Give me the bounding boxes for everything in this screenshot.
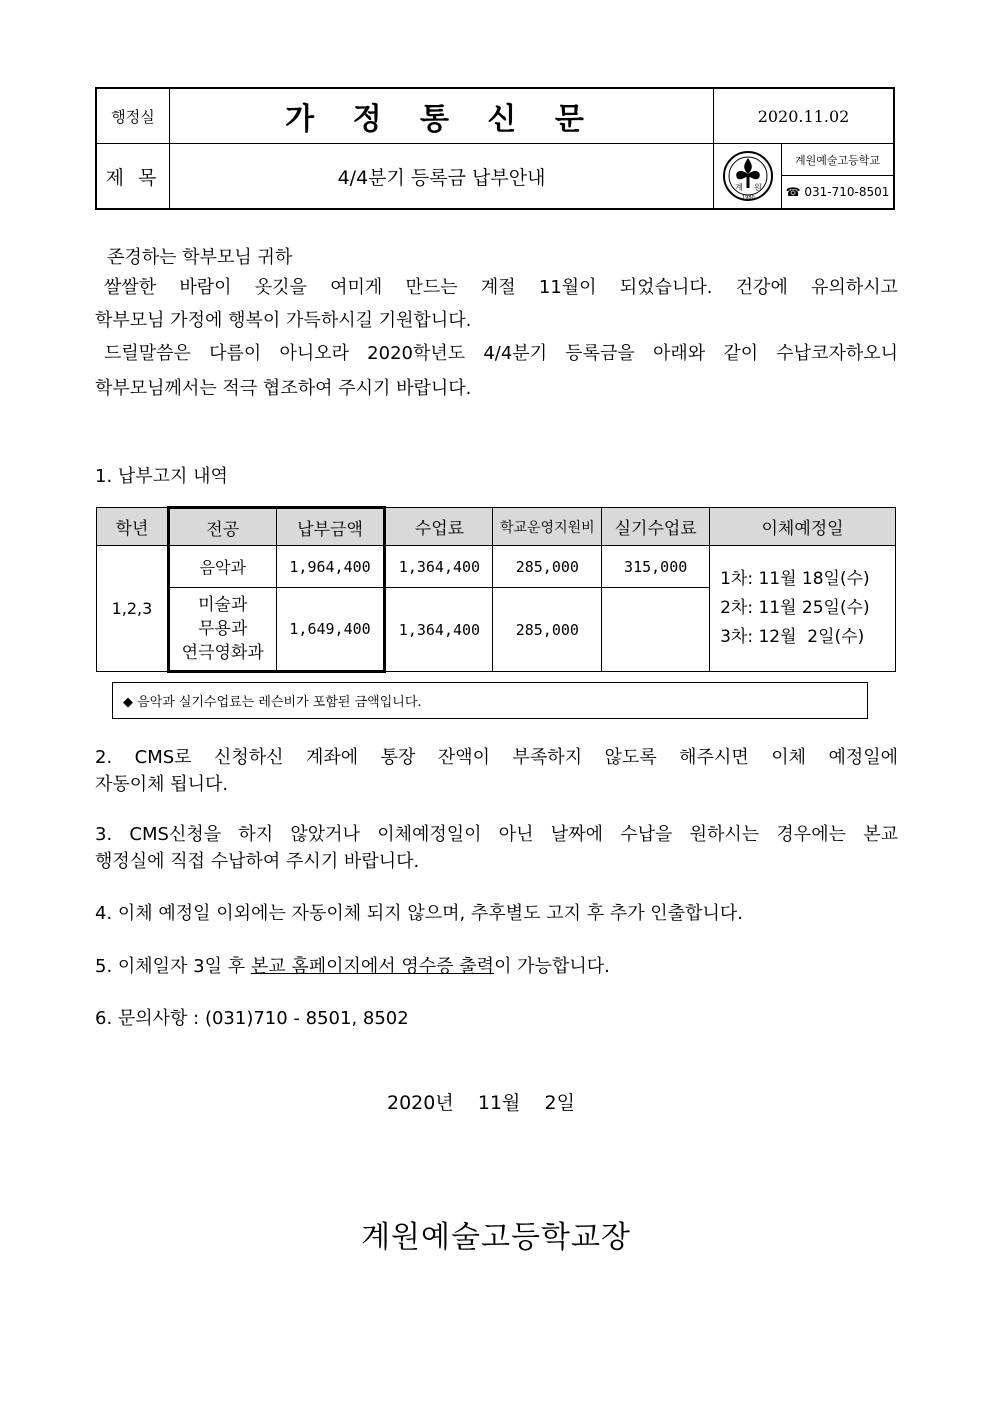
greeting: 존경하는 학부모님 귀하 [107, 247, 293, 268]
grade-cell: 1,2,3 [97, 546, 169, 672]
header-amount: 납부금액 [276, 508, 385, 546]
school-seal [714, 144, 782, 208]
section-1-title: 1. 납부고지 내역 [95, 466, 228, 487]
seal-year: 1980 [741, 195, 755, 201]
tuition-cell: 1,364,400 [385, 588, 493, 672]
schedule-1: 1차: 11월 18일(수) [720, 569, 870, 589]
intro-paragraph-2-line-1: 드릴말씀은 다름이 아니오라 2020학년도 4/4분기 등록금을 아래와 같이 수납코자하오니 [104, 343, 898, 364]
intro-paragraph-2-line-2: 학부모님께서는 적극 협조하여 주시기 바랍니다. [95, 378, 472, 399]
header-transfer-date: 이체예정일 [710, 508, 896, 546]
item-6-contact: 6. 문의사항 : (031)710 - 8501, 8502 [95, 1008, 409, 1029]
document-header [95, 87, 895, 210]
header-practical-fee: 실기수업료 [602, 508, 710, 546]
major-cell: 음악과 [168, 546, 276, 588]
music-fee-note: ◆ 음악과 실기수업료는 레슨비가 포함된 금액입니다. [112, 682, 868, 719]
svg-text:원: 원 [753, 183, 762, 192]
item-3-line-1: 3. CMS신청을 하지 않았거나 이체예정일이 아닌 날짜에 수납을 원하시는 경우에는 본교 [95, 824, 898, 845]
transfer-schedule-cell [710, 546, 896, 672]
school-name: 계원예술고등학교 [782, 144, 893, 176]
tuition-cell: 1,364,400 [385, 546, 493, 588]
principal-signature: 계원예술고등학교장 [361, 1220, 631, 1255]
document-date: 2020.11.02 [757, 106, 850, 126]
support-fee-cell: 285,000 [493, 588, 602, 672]
major-line-dance: 무용과 [198, 619, 248, 639]
amount-cell: 1,649,400 [276, 588, 385, 672]
header-major: 전공 [168, 508, 276, 546]
header-tuition: 수업료 [385, 508, 493, 546]
header-support-fee: 학교운영지원비 [493, 508, 602, 546]
schedule-2: 2차: 11월 25일(수) [720, 598, 870, 618]
practical-fee-cell: 315,000 [602, 546, 710, 588]
school-phone: ☎ 031-710-8501 [785, 185, 890, 199]
subject-text: 4/4분기 등록금 납부안내 [170, 144, 714, 208]
intro-paragraph-1-line-1: 쌀쌀한 바람이 옷깃을 여미게 만드는 계절 11월이 되었습니다. 건강에 유의하시고 [104, 277, 898, 298]
schedule-3: 3차: 12월 2일(수) [720, 627, 865, 647]
school-emblem-icon [722, 150, 774, 202]
practical-fee-cell [602, 588, 710, 672]
major-cell [168, 588, 276, 672]
table-row [97, 546, 896, 588]
item-3-line-2: 행정실에 직접 수납하여 주시기 바랍니다. [95, 851, 420, 872]
issue-date: 2020년 11월 2일 [387, 1092, 575, 1114]
subject-label: 제 목 [97, 144, 170, 208]
major-line-art: 미술과 [198, 595, 248, 615]
item-5-suffix: 이 가능합니다. [494, 956, 610, 977]
item-5-prefix: 5. 이체일자 3일 후 [95, 956, 251, 977]
document-title: 가 정 통 신 문 [170, 89, 714, 143]
payment-table [96, 506, 896, 673]
major-line-theater: 연극영화과 [181, 643, 264, 663]
intro-paragraph-1-line-2: 학부모님 가정에 행복이 가득하시길 기원합니다. [95, 310, 472, 331]
header-row-2 [97, 144, 893, 208]
item-4: 4. 이체 예정일 이외에는 자동이체 되지 않으며, 추후별도 고지 후 추가 인출합니다. [95, 903, 743, 924]
header-grade: 학년 [97, 508, 169, 546]
homepage-receipt-text: 본교 홈페이지에서 영수증 출력 [250, 956, 495, 977]
school-info-box [782, 144, 893, 208]
item-2-line-2: 자동이체 됩니다. [95, 774, 229, 795]
header-row-1 [97, 89, 893, 144]
amount-cell: 1,964,400 [276, 546, 385, 588]
support-fee-cell: 285,000 [493, 546, 602, 588]
item-2-line-1: 2. CMS로 신청하신 계좌에 통장 잔액이 부족하지 않도록 해주시면 이체 예정일에 [95, 747, 898, 768]
department-label: 행정실 [97, 89, 170, 143]
table-header-row [97, 508, 896, 546]
item-5 [95, 953, 900, 981]
seal-text: 계 [734, 183, 743, 192]
